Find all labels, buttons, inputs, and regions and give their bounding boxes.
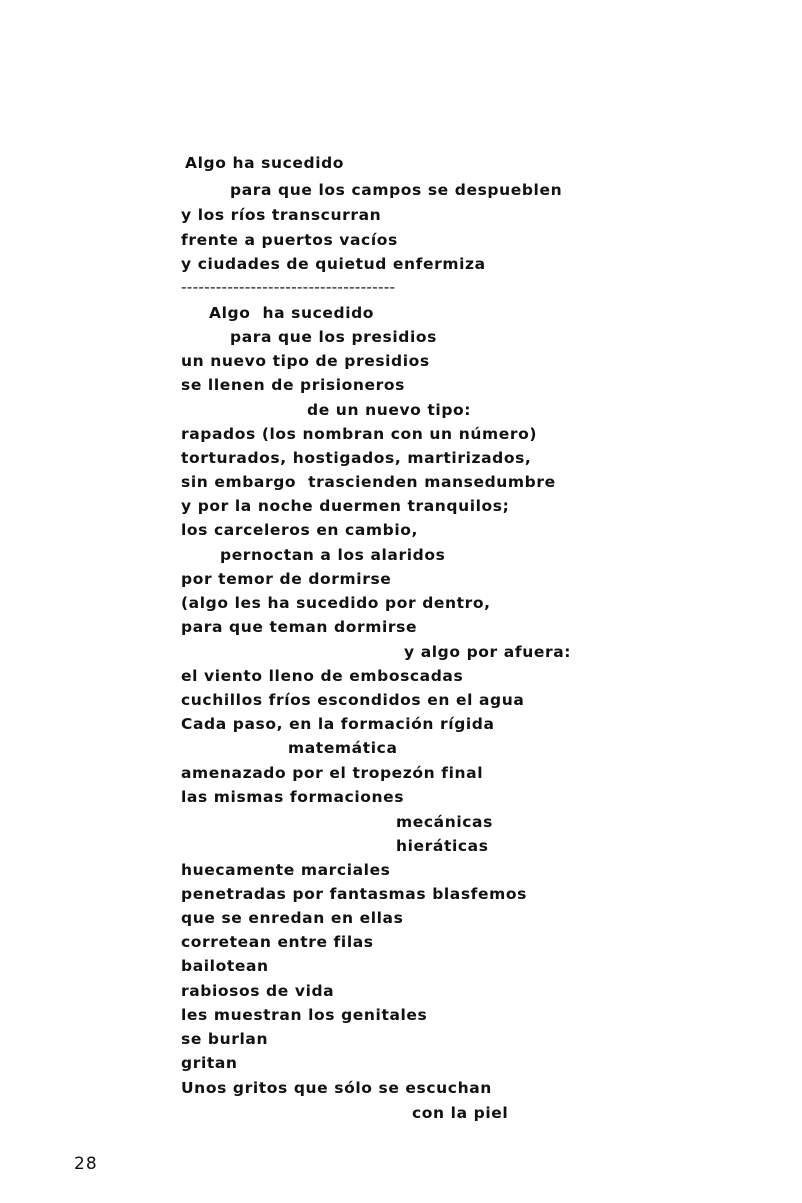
dashed-separator: ------------------------------------- xyxy=(181,278,396,296)
poem-line: para que los presidios xyxy=(230,328,437,346)
poem-line: de un nuevo tipo: xyxy=(307,401,472,419)
poem-line: que se enredan en ellas xyxy=(181,909,404,927)
poem-line: con la piel xyxy=(412,1104,509,1122)
poem-line: penetradas por fantasmas blasfemos xyxy=(181,885,527,903)
poem-line: huecamente marciales xyxy=(181,861,391,879)
poem-line: y algo por afuera: xyxy=(404,643,572,661)
poem-line: los carceleros en cambio, xyxy=(181,521,419,539)
poem-line: bailotean xyxy=(181,957,269,975)
poem-line: pernoctan a los alaridos xyxy=(220,546,446,564)
poem-line: Unos gritos que sólo se escuchan xyxy=(181,1079,492,1097)
poem-line: cuchillos fríos escondidos en el agua xyxy=(181,691,525,709)
poem-line: torturados, hostigados, martirizados, xyxy=(181,449,532,467)
poem-line: hieráticas xyxy=(396,837,489,855)
poem-line: (algo les ha sucedido por dentro, xyxy=(181,594,491,612)
poem-line: y los ríos transcurran xyxy=(181,206,382,224)
page-number: 28 xyxy=(74,1154,98,1174)
poem-line: por temor de dormirse xyxy=(181,570,392,588)
poem-line: gritan xyxy=(181,1054,238,1072)
poem-line: y ciudades de quietud enfermiza xyxy=(181,255,486,273)
poem-line: mecánicas xyxy=(396,813,493,831)
poem-line: rabiosos de vida xyxy=(181,982,335,1000)
poem-line: Algo ha sucedido xyxy=(185,154,345,172)
poem-line: las mismas formaciones xyxy=(181,788,405,806)
poem-line: sin embargo trascienden mansedumbre xyxy=(181,473,556,491)
poem-line: Algo ha sucedido xyxy=(209,304,375,322)
poem-line: matemática xyxy=(288,739,398,757)
poem-line: se burlan xyxy=(181,1030,269,1048)
poem-line: un nuevo tipo de presidios xyxy=(181,352,430,370)
poem-line: para que teman dormirse xyxy=(181,618,418,636)
poem-line: corretean entre filas xyxy=(181,933,374,951)
poem-line: les muestran los genitales xyxy=(181,1006,428,1024)
poem-line: y por la noche duermen tranquilos; xyxy=(181,497,510,515)
poem-line: para que los campos se despueblen xyxy=(230,181,563,199)
poem-line: se llenen de prisioneros xyxy=(181,376,405,394)
poem-line: frente a puertos vacíos xyxy=(181,231,398,249)
poem-line: el viento lleno de emboscadas xyxy=(181,667,464,685)
poem-line: Cada paso, en la formación rígida xyxy=(181,715,495,733)
poem-line: amenazado por el tropezón final xyxy=(181,764,484,782)
poem-line: rapados (los nombran con un número) xyxy=(181,425,537,443)
